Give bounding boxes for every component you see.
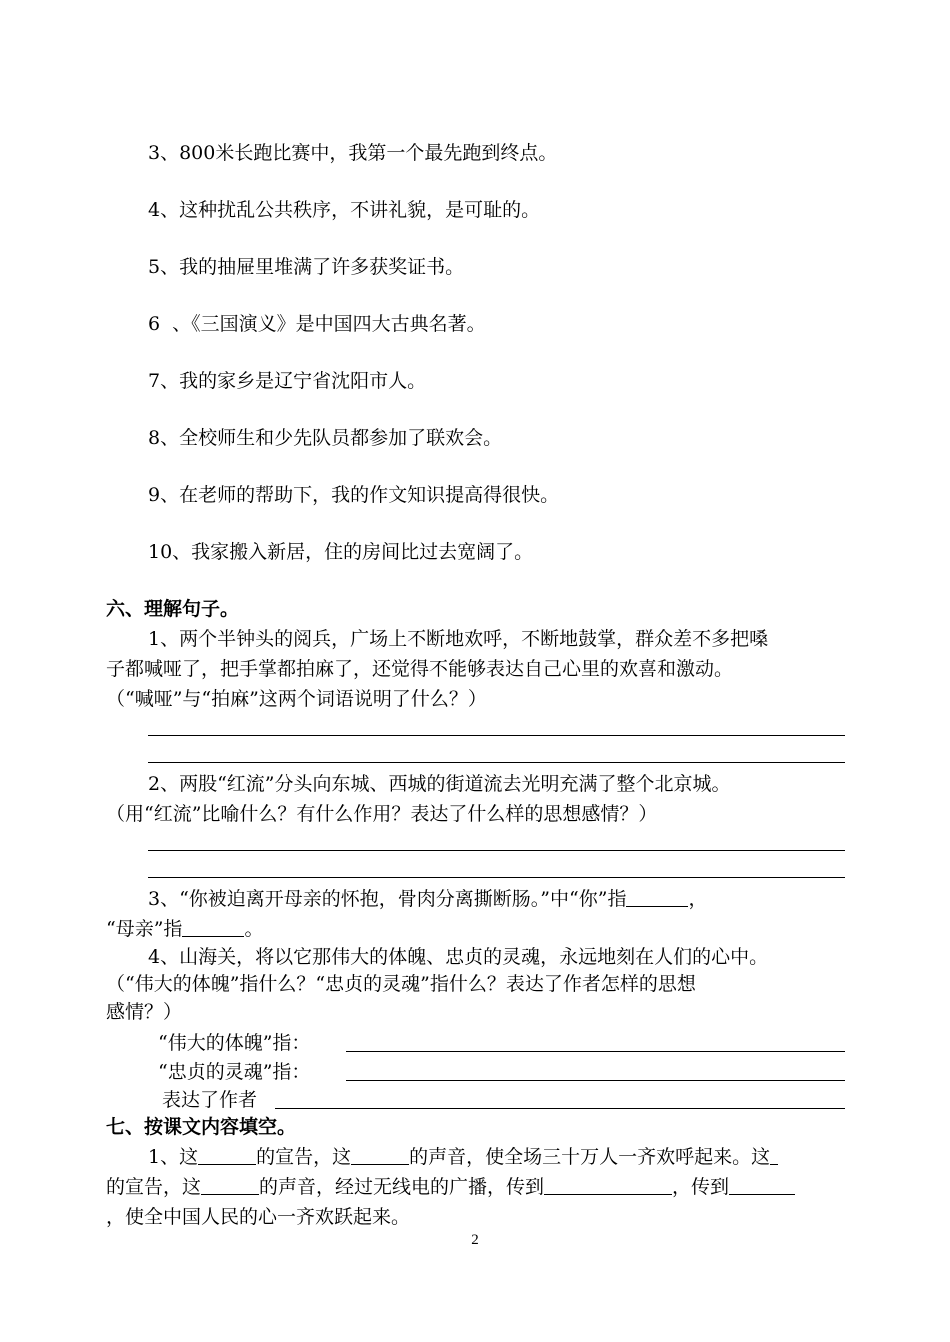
sentence-item-10: 10、我家搬入新居，住的房间比过去宽阔了。 [148, 541, 534, 563]
q4-line-1: 4、山海关，将以它那伟大的体魄、忠贞的灵魂，永远地刻在人们的心中。 [148, 946, 769, 968]
sentence-item-6: 6 、《三国演义》是中国四大古典名著。 [148, 313, 486, 335]
section-6-heading: 六、理解句子。 [106, 598, 240, 620]
sentence-item-5: 5、我的抽屉里堆满了许多获奖证书。 [148, 256, 465, 278]
s7-blank-2[interactable] [351, 1144, 409, 1165]
sentence-item-7: 7、我的家乡是辽宁省沈阳市人。 [148, 370, 427, 392]
q4-line-2: （“伟大的体魄”指什么？“忠贞的灵魂”指什么？表达了作者怎样的思想 [106, 973, 696, 995]
q1-line-2: 子都喊哑了，把手掌都拍麻了，还觉得不能够表达自己心里的欢喜和激动。 [106, 658, 734, 680]
sentence-item-9: 9、在老师的帮助下，我的作文知识提高得很快。 [148, 484, 560, 506]
page-number: 2 [471, 1232, 479, 1248]
q2-line-1: 2、两股“红流”分头向东城、西城的街道流去光明充满了整个北京城。 [148, 773, 731, 795]
q4-body-label: “伟大的体魄”指： [158, 1032, 311, 1054]
s7-line-3: ，使全中国人民的心一齐欢跃起来。 [106, 1206, 411, 1228]
q3-blank-you[interactable] [626, 886, 688, 907]
s7-l1-c: 的声音，使全场三十万人一齐欢呼起来。这 [409, 1146, 771, 1168]
s7-l2-a: 的宣告，这 [106, 1176, 202, 1198]
sentence-item-3: 3、800米长跑比赛中，我第一个最先跑到终点。 [148, 142, 558, 164]
s7-line-1 [148, 1144, 778, 1170]
sentence-item-4: 4、这种扰乱公共秩序，不讲礼貌，是可耻的。 [148, 199, 541, 221]
q1-answer-line-2[interactable] [148, 762, 845, 763]
q3-mother-text: “母亲”指 [106, 918, 183, 940]
s7-l1-b: 的宣告，这 [256, 1146, 352, 1168]
s7-line-2 [106, 1174, 795, 1200]
q4-author-label: 表达了作者 [162, 1089, 258, 1111]
s7-blank-5[interactable] [544, 1174, 672, 1195]
q3-line-1 [148, 886, 707, 912]
q4-body-answer-line[interactable] [346, 1051, 845, 1052]
s7-blank-6[interactable] [729, 1174, 795, 1195]
q1-answer-line-1[interactable] [148, 735, 845, 736]
q2-line-2: （用“红流”比喻什么？有什么作用？表达了什么样的思想感情？） [106, 803, 658, 825]
s7-l1-a: 1、这 [148, 1146, 199, 1168]
q1-line-3: （“喊哑”与“拍麻”这两个词语说明了什么？） [106, 688, 487, 710]
s7-l2-c: ，传到 [672, 1176, 730, 1198]
q1-line-1: 1、两个半钟头的阅兵，广场上不断地欢呼，不断地鼓掌，群众差不多把嗓 [148, 628, 769, 650]
q2-answer-line-2[interactable] [148, 877, 845, 878]
s7-blank-1[interactable] [198, 1144, 256, 1165]
q3-comma: ， [688, 888, 708, 910]
s7-blank-4[interactable] [201, 1174, 259, 1195]
sentence-item-8: 8、全校师生和少先队员都参加了联欢会。 [148, 427, 503, 449]
q4-author-answer-line[interactable] [275, 1108, 845, 1109]
section-7-heading: 七、按课文内容填空。 [106, 1116, 297, 1138]
q3-line-2 [106, 916, 263, 942]
q4-line-3: 感情？） [106, 1001, 183, 1023]
q3-blank-mother[interactable] [182, 916, 244, 937]
q3-end: 。 [244, 918, 264, 940]
q4-soul-answer-line[interactable] [346, 1080, 845, 1081]
s7-l2-b: 的声音，经过无线电的广播，传到 [259, 1176, 545, 1198]
q3-text: 3、“你被迫离开母亲的怀抱，骨肉分离撕断肠。”中“你”指 [148, 888, 627, 910]
s7-blank-3[interactable] [770, 1144, 778, 1165]
q2-answer-line-1[interactable] [148, 850, 845, 851]
q4-soul-label: “忠贞的灵魂”指： [158, 1061, 311, 1083]
